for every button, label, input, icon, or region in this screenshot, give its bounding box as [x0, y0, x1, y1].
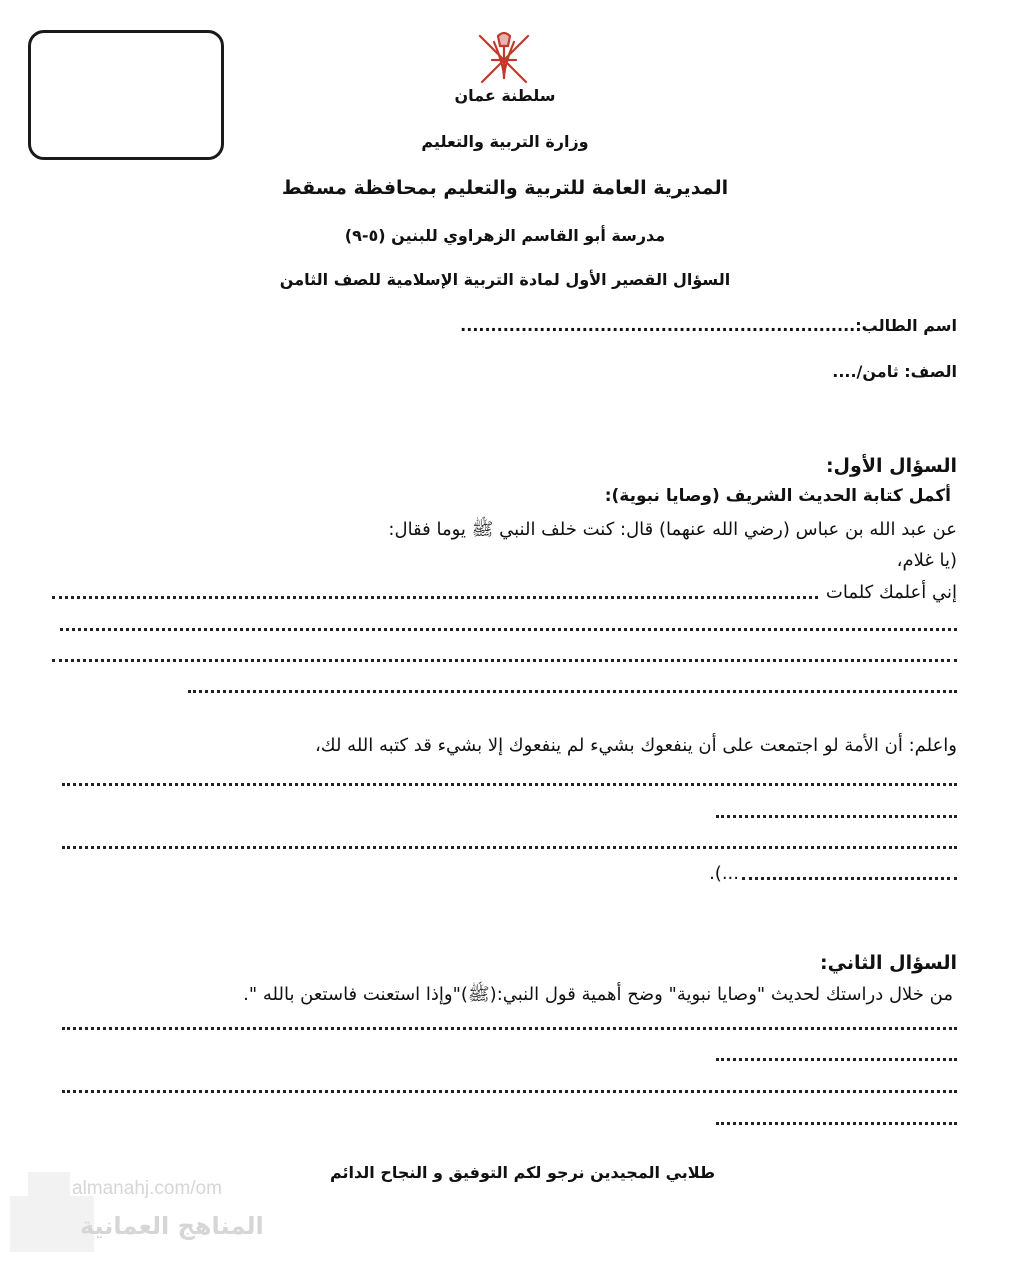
answer-line[interactable] [62, 846, 957, 849]
question1-intro: عن عبد الله بن عباس (رضي الله عنهما) قال: كنت خلف النبي ﷺ يوما فقال: [388, 519, 957, 540]
question2-title: السؤال الثاني: [820, 952, 957, 974]
directorate-name: المديرية العامة للتربية والتعليم بمحافظة مسقط [281, 177, 729, 199]
answer-line[interactable] [60, 628, 957, 631]
student-name-label: اسم الطالب: [855, 316, 957, 335]
school-name: مدرسة أبو القاسم الزهراوي للبنين (٥-٩) [344, 226, 666, 245]
answer-line[interactable] [716, 1122, 957, 1125]
grade-box [28, 30, 224, 160]
student-name-field[interactable] [460, 316, 957, 335]
answer-line[interactable] [716, 815, 957, 818]
class-field[interactable]: الصف: ثامن/.... [832, 362, 957, 381]
watermark-arabic: المناهج العمانية [80, 1212, 264, 1240]
answer-line[interactable] [62, 1090, 957, 1093]
footer-message: طلابي المجيدين نرجو لكم التوفيق و النجاح الدائم [330, 1163, 716, 1182]
student-name-dots: ................................................................. [460, 316, 856, 335]
ministry-name: وزارة التربية والتعليم [421, 132, 589, 151]
question1-closing: ...). [709, 863, 739, 884]
watermark-domain: almanahj.com/om [72, 1178, 222, 1199]
answer-line[interactable] [52, 596, 818, 599]
question1-instruction: أكمل كتابة الحديث الشريف (وصايا نبوية): [604, 486, 951, 506]
question2-prompt: من خلال دراستك لحديث "وصايا نبوية" وضح أهمية قول النبي:(ﷺ)"وإذا استعنت فاستعن بالله ". [243, 984, 953, 1005]
answer-line[interactable] [742, 877, 957, 880]
question1-start: إني أعلمك كلمات [825, 582, 957, 603]
oman-emblem-icon [468, 26, 540, 88]
country-name: سلطنة عمان [454, 86, 556, 105]
answer-line[interactable] [716, 1058, 957, 1061]
answer-line[interactable] [52, 659, 957, 662]
question1-greeting: (يا غلام، [896, 550, 957, 571]
answer-line[interactable] [62, 783, 957, 786]
quiz-title: السؤال القصير الأول لمادة التربية الإسلامية للصف الثامن [279, 270, 731, 289]
question1-continue: واعلم: أن الأمة لو اجتمعت على أن ينفعوك بشيء لم ينفعوك إلا بشيء قد كتبه الله لك، [314, 735, 957, 756]
answer-line[interactable] [188, 690, 957, 693]
question1-title: السؤال الأول: [825, 455, 957, 477]
answer-line[interactable] [62, 1027, 957, 1030]
